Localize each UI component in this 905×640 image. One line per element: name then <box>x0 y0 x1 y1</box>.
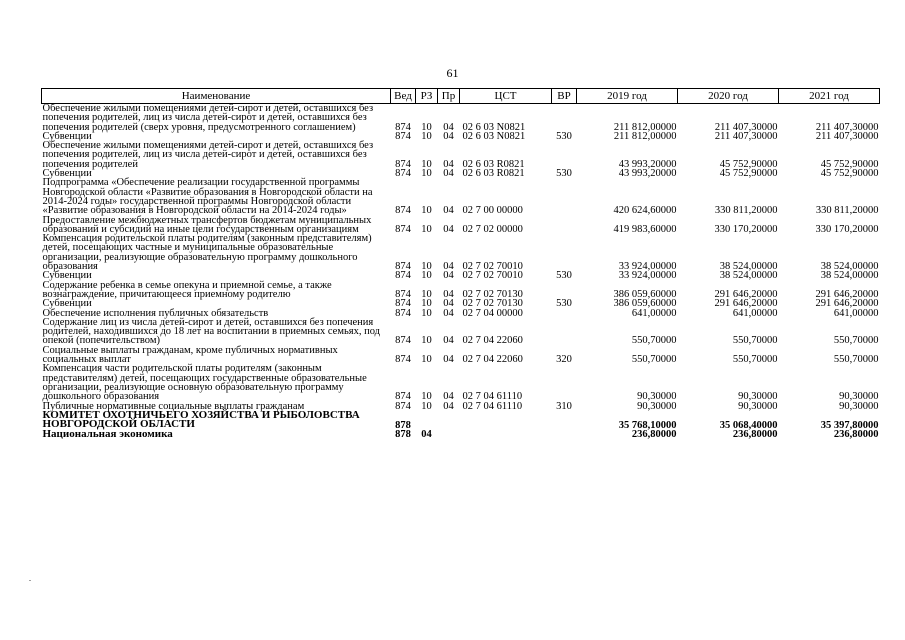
cell-y2019: 43 993,20000 <box>618 168 677 180</box>
cell-rz: 10 <box>421 354 432 366</box>
cell-ved: 874 <box>395 205 411 217</box>
cell-name: Социальные выплаты гражданам, кроме публичных нормативных социальных выплат <box>42 344 338 366</box>
cell-rz: 10 <box>421 298 432 310</box>
cell-y2020: 211 407,30000 <box>714 130 778 142</box>
cell-y2019: 90,30000 <box>637 391 677 403</box>
cell-cst <box>460 411 552 430</box>
cell-cst: 02 7 04 61110 <box>462 400 523 412</box>
cell-y2020: 45 752,90000 <box>719 168 778 180</box>
cell-ved: 874 <box>395 130 411 142</box>
cell-y2021: 550,70000 <box>833 354 879 366</box>
cell-pr: 04 <box>443 168 454 180</box>
header-cst: ЦСТ <box>460 89 552 104</box>
cell-y2020: 38 524,00000 <box>719 261 778 273</box>
header-pr: Пр <box>438 89 460 104</box>
cell-ved: 874 <box>395 158 411 170</box>
cell-pr: 04 <box>443 205 454 217</box>
cell-y2020: 291 646,20000 <box>714 298 778 310</box>
cell-pr: 04 <box>443 354 454 366</box>
cell-y2019: 211 812,00000 <box>613 121 677 133</box>
cell-pr: 04 <box>443 223 454 235</box>
cell-y2019: 90,30000 <box>637 400 677 412</box>
cell-cst: 02 7 00 00000 <box>462 205 523 217</box>
cell-y2019: 420 624,60000 <box>613 205 677 217</box>
table-row <box>42 346 880 365</box>
cell-y2019: 550,70000 <box>631 354 677 366</box>
header-2020: 2020 год <box>678 89 779 104</box>
cell-cst: 02 7 02 70130 <box>462 288 523 300</box>
cell-vr: 320 <box>556 354 572 366</box>
cell-rz: 10 <box>421 205 432 217</box>
cell-y2021: 45 752,90000 <box>820 158 879 170</box>
cell-vr <box>552 309 577 318</box>
cell-y2021: 38 524,00000 <box>820 261 879 273</box>
table-body <box>42 104 880 440</box>
cell-cst <box>460 430 552 440</box>
cell-vr <box>552 430 577 440</box>
cell-pr: 04 <box>443 121 454 133</box>
cell-y2021: 35 397,80000 <box>820 419 879 431</box>
cell-rz: 10 <box>421 261 432 273</box>
cell-ved: 874 <box>395 391 411 403</box>
cell-y2019: 211 812,00000 <box>613 130 677 142</box>
cell-vr <box>552 141 577 169</box>
cell-y2020: 211 407,30000 <box>714 121 778 133</box>
table-header <box>42 89 880 104</box>
cell-pr: 04 <box>443 288 454 300</box>
cell-y2021: 211 407,30000 <box>815 121 879 133</box>
margin-mark: . <box>29 574 31 583</box>
header-rz: РЗ <box>416 89 438 104</box>
cell-y2019: 33 924,00000 <box>618 270 677 282</box>
header-2019: 2019 год <box>577 89 678 104</box>
cell-cst: 02 7 02 70010 <box>462 261 523 273</box>
cell-y2020: 236,80000 <box>732 429 778 440</box>
cell-y2021: 236,80000 <box>833 429 879 440</box>
cell-rz: 10 <box>421 335 432 347</box>
cell-y2021: 641,00000 <box>833 307 879 319</box>
cell-ved: 874 <box>395 270 411 282</box>
cell-y2021: 330 170,20000 <box>815 223 879 235</box>
cell-rz: 04 <box>421 429 432 440</box>
cell-vr <box>552 216 577 235</box>
cell-y2020: 550,70000 <box>732 335 778 347</box>
cell-name: Субвенции <box>42 168 92 180</box>
cell-ved: 874 <box>395 354 411 366</box>
cell-ved: 878 <box>395 429 411 440</box>
header-2021: 2021 год <box>779 89 880 104</box>
budget-table <box>41 88 880 439</box>
cell-name: Субвенции <box>42 130 92 142</box>
cell-y2021: 330 811,20000 <box>815 205 879 217</box>
cell-name: Субвенции <box>42 270 92 282</box>
cell-rz: 10 <box>421 158 432 170</box>
cell-rz: 10 <box>421 270 432 282</box>
cell-cst: 02 7 02 70010 <box>462 270 523 282</box>
cell-rz: 10 <box>421 307 432 319</box>
cell-cst: 02 7 04 00000 <box>462 307 523 319</box>
cell-y2020: 90,30000 <box>738 391 778 403</box>
cell-vr <box>552 234 577 271</box>
cell-pr: 04 <box>443 298 454 310</box>
cell-y2021: 211 407,30000 <box>815 130 879 142</box>
cell-y2019: 43 993,20000 <box>618 158 677 170</box>
cell-name: Субвенции <box>42 298 92 310</box>
table-row <box>42 216 880 235</box>
cell-y2019: 419 983,60000 <box>613 223 677 235</box>
cell-y2019: 386 059,60000 <box>613 298 677 310</box>
cell-ved: 874 <box>395 223 411 235</box>
cell-rz: 10 <box>421 391 432 403</box>
cell-pr: 04 <box>443 130 454 142</box>
table-row <box>42 430 880 440</box>
cell-pr: 04 <box>443 158 454 170</box>
cell-y2021: 45 752,90000 <box>820 168 879 180</box>
cell-name: Содержание лиц из числа детей-сирот и детей, оставшихся без попечения родителей, находившихся до 18 лет на воспитании в приемных семьях, под опекой (попечительством) <box>42 316 381 347</box>
header-ved: Вед <box>391 89 416 104</box>
cell-vr: 530 <box>556 168 572 180</box>
cell-pr: 04 <box>443 307 454 319</box>
cell-rz: 10 <box>421 130 432 142</box>
cell-rz: 10 <box>421 223 432 235</box>
cell-cst: 02 6 03 N0821 <box>462 130 526 142</box>
header-name: Наименование <box>42 89 391 104</box>
cell-vr <box>552 364 577 401</box>
cell-y2020: 38 524,00000 <box>719 270 778 282</box>
cell-ved: 878 <box>395 419 411 431</box>
cell-ved: 874 <box>395 298 411 310</box>
cell-y2021: 550,70000 <box>833 335 879 347</box>
cell-y2020: 35 068,40000 <box>719 419 778 431</box>
cell-pr: 04 <box>443 335 454 347</box>
table-row <box>42 364 880 401</box>
cell-cst: 02 6 03 R0821 <box>462 158 525 170</box>
cell-ved: 874 <box>395 168 411 180</box>
cell-rz <box>416 411 438 430</box>
cell-vr: 310 <box>556 400 572 412</box>
cell-y2020: 330 811,20000 <box>714 205 778 217</box>
cell-y2019: 33 924,00000 <box>618 261 677 273</box>
cell-ved: 874 <box>395 335 411 347</box>
table-row <box>42 104 880 132</box>
cell-pr: 04 <box>443 400 454 412</box>
cell-name: Национальная экономика <box>42 427 173 440</box>
cell-rz: 10 <box>421 400 432 412</box>
cell-y2021: 291 646,20000 <box>815 288 879 300</box>
cell-vr <box>552 281 577 300</box>
cell-ved: 874 <box>395 261 411 273</box>
cell-vr: 530 <box>556 270 572 282</box>
cell-rz: 10 <box>421 168 432 180</box>
cell-vr <box>552 104 577 132</box>
cell-name: Обеспечение жилыми помещениями детей-сирот и детей, оставшихся без попечения родителей, лиц из числа детей-сирот и детей, оставшихся без попечения родителей <box>42 140 374 170</box>
cell-y2020: 641,00000 <box>732 307 778 319</box>
cell-y2020: 45 752,90000 <box>719 158 778 170</box>
cell-ved: 874 <box>395 121 411 133</box>
cell-name: Публичные нормативные социальные выплаты гражданам <box>42 400 305 412</box>
cell-y2019: 641,00000 <box>631 307 677 319</box>
cell-name: КОМИТЕТ ОХОТНИЧЬЕГО ХОЗЯЙСТВА И РЫБОЛОВСТВА НОВГОРОДСКОЙ ОБЛАСТИ <box>42 408 360 431</box>
cell-pr: 04 <box>443 270 454 282</box>
cell-name: Обеспечение исполнения публичных обязательств <box>42 307 269 319</box>
cell-vr <box>552 411 577 430</box>
cell-pr: 04 <box>443 391 454 403</box>
page-number: 61 <box>446 66 459 80</box>
table-row <box>42 411 880 430</box>
cell-y2020: 550,70000 <box>732 354 778 366</box>
cell-cst: 02 7 02 00000 <box>462 223 523 235</box>
cell-y2020: 291 646,20000 <box>714 288 778 300</box>
cell-rz: 10 <box>421 288 432 300</box>
cell-cst: 02 7 04 22060 <box>462 354 523 366</box>
cell-vr <box>552 178 577 215</box>
cell-cst: 02 6 03 N0821 <box>462 121 526 133</box>
cell-name: Предоставление межбюджетных трансфертов бюджетам муниципальных образований и субсидий на иные цели государственным организациям <box>42 214 372 235</box>
cell-vr <box>552 318 577 346</box>
cell-cst: 02 6 03 R0821 <box>462 168 525 180</box>
cell-y2021: 291 646,20000 <box>815 298 879 310</box>
cell-y2020: 330 170,20000 <box>714 223 778 235</box>
cell-ved: 874 <box>395 400 411 412</box>
cell-name: Компенсация части родительской платы родителям (законным представителям) детей, посещающих государственные образовательные организации, реализующие основную образовательную программу дошкольного образования <box>42 363 367 403</box>
table-row <box>42 141 880 169</box>
cell-vr: 530 <box>556 298 572 310</box>
cell-y2021: 90,30000 <box>839 400 879 412</box>
cell-ved: 874 <box>395 288 411 300</box>
table-row <box>42 281 880 300</box>
cell-y2020: 90,30000 <box>738 400 778 412</box>
cell-ved: 874 <box>395 307 411 319</box>
header-vr: ВР <box>552 89 577 104</box>
cell-name: Обеспечение жилыми помещениями детей-сирот и детей, оставшихся без попечения родителей, лиц из числа детей-сирот и детей, оставшихся без попечения родителей (сверх уровня, предусмотренного соглашением) <box>42 103 374 133</box>
cell-pr <box>438 430 460 440</box>
cell-name: Содержание ребенка в семье опекуна и приемной семье, а также вознаграждение, причитающееся приемному родителю <box>42 279 332 300</box>
cell-pr: 04 <box>443 261 454 273</box>
table-row <box>42 318 880 346</box>
cell-vr: 530 <box>556 130 572 142</box>
cell-y2019: 35 768,10000 <box>618 419 677 431</box>
cell-name: Компенсация родительской платы родителям (законным представителям) детей, посещающих частные и муниципальные образовательные организации, реализующие образовательную программу дошкольного образования <box>42 233 372 273</box>
cell-cst: 02 7 04 61110 <box>462 391 523 403</box>
cell-y2021: 90,30000 <box>839 391 879 403</box>
cell-y2019: 386 059,60000 <box>613 288 677 300</box>
table-row <box>42 178 880 215</box>
cell-cst: 02 7 02 70130 <box>462 298 523 310</box>
table-row <box>42 234 880 271</box>
cell-y2019: 550,70000 <box>631 335 677 347</box>
cell-name: Подпрограмма «Обеспечение реализации государственной программы Новгородской области «Развитие образования в Новгородской области на 2014-2024 годы» государственной программы Новгородской области «Развитие образования в Новгородской области на 2014-2024 годы» <box>42 177 373 217</box>
cell-y2021: 38 524,00000 <box>820 270 879 282</box>
cell-y2019: 236,80000 <box>631 429 677 440</box>
cell-rz: 10 <box>421 121 432 133</box>
cell-pr <box>438 411 460 430</box>
cell-cst: 02 7 04 22060 <box>462 335 523 347</box>
